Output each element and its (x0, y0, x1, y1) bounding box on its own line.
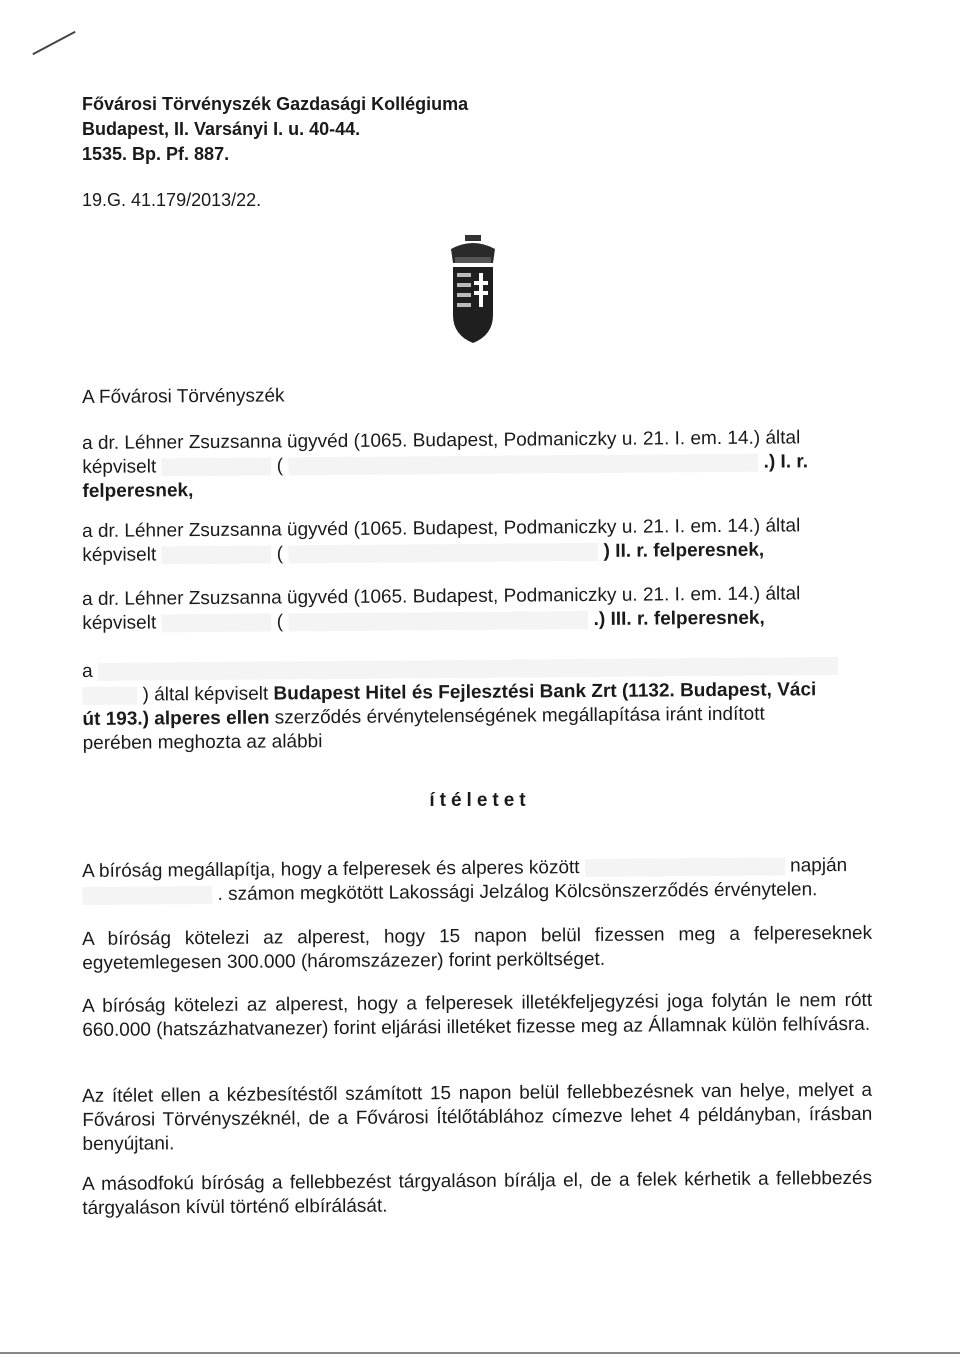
defendant-line4: perében meghozta az alábbi (82, 731, 323, 754)
plaintiff-2-open-paren: ( (276, 543, 284, 565)
plaintiff-3-open-paren: ( (276, 611, 284, 633)
redaction (288, 543, 598, 563)
redaction (161, 545, 271, 564)
redaction (288, 611, 588, 631)
redaction (288, 454, 758, 476)
ruling-1 (82, 854, 872, 908)
plaintiff-3-line1: a dr. Léhner Zsuzsanna ügyvéd (1065. Budapest, Podmaniczky u. 21. I. em. 14.) által (82, 583, 801, 610)
ruling-4: Az ítélet ellen a kézbesítéstől számított 15 napon belül fellebbezésnek van helye, melyet a Fővárosi Törvényszéknél, de a Fővárosi Ítélőtáblához címezve lehet 4 példányban, írásban benyújtani. (82, 1079, 873, 1155)
plaintiff-3-suffix: .) III. r. felperesnek, (593, 607, 765, 630)
plaintiff-2-prefix: képviselt (82, 544, 157, 566)
plaintiff-1-prefix: képviselt (82, 456, 157, 478)
defendant-represented: ) által képviselt (142, 683, 269, 706)
court-address: Budapest, II. Varsányi I. u. 40-44. (82, 119, 361, 139)
plaintiff-3 (82, 582, 872, 636)
redaction (161, 457, 271, 476)
redaction (82, 687, 137, 705)
plaintiff-1-line1: a dr. Léhner Zsuzsanna ügyvéd (1065. Budapest, Podmaniczky u. 21. I. em. 14.) által (82, 427, 801, 454)
defendant-prefix: a (82, 660, 93, 682)
defendant-bank: Budapest Hitel és Fejlesztési Bank Zrt (1132. Budapest, Váci (273, 679, 817, 705)
plaintiff-1-open-paren: ( (276, 455, 284, 477)
ruling-5: A másodfokú bíróság a fellebbezést tárgyaláson bírálja el, de a felek kérhetik a fellebbezés tárgyaláson kívül történő elbírálását. (82, 1167, 873, 1219)
redaction (585, 857, 785, 877)
scan-mark (32, 31, 75, 55)
ruling-2: A bíróság kötelezi az alperest, hogy 15 napon belül fizessen meg a felpereseknek egyetemlegesen 300.000 (háromszázezer) forint perköltséget. (82, 922, 873, 974)
plaintiff-2-suffix: ) II. r. felperesnek, (603, 539, 765, 562)
scan-edge-line (0, 1352, 960, 1354)
redaction (161, 613, 271, 632)
judgment-title: ítéletet (429, 790, 531, 811)
ruling-1-date-end: napján (790, 854, 848, 877)
court-intro: A Fővárosi Törvényszék (82, 385, 285, 408)
court-header (82, 92, 468, 167)
court-postal: 1535. Bp. Pf. 887. (82, 144, 230, 164)
defendant-subject: szerződés érvénytelenségének megállapítása iránt indított (274, 703, 765, 729)
redaction (98, 657, 838, 681)
plaintiff-1-line3: felperesnek, (82, 480, 194, 502)
plaintiff-2 (82, 514, 872, 568)
ruling-3: A bíróság kötelezi az alperest, hogy a felperesek illetékfeljegyzési joga folytán le nem rótt 660.000 (hatszázhatvanezer) forint eljárási illetéket fizesse meg az Államnak külön felhívásra. (82, 989, 873, 1041)
plaintiff-1 (82, 426, 873, 504)
court-name: Fővárosi Törvényszék Gazdasági Kollégiuma (82, 94, 469, 114)
plaintiff-1-suffix: .) I. r. (763, 451, 809, 473)
plaintiff-3-prefix: képviselt (82, 612, 157, 634)
ruling-1-text2: . számon megkötött Lakossági Jelzálog Kölcsönszerződés érvénytelen. (217, 879, 818, 905)
defendant (82, 654, 873, 756)
plaintiff-2-line1: a dr. Léhner Zsuzsanna ügyvéd (1065. Budapest, Podmaniczky u. 21. I. em. 14.) által (82, 515, 801, 542)
ruling-1-text: A bíróság megállapítja, hogy a felperesek és alperes között (82, 857, 580, 882)
defendant-address-end: út 193.) alperes ellen (82, 707, 270, 730)
case-number: 19.G. 41.179/2013/22. (82, 190, 262, 210)
redaction (82, 886, 212, 905)
coat-of-arms-icon (443, 235, 503, 345)
plaintiff-2-line2 (82, 538, 872, 568)
plaintiff-3-line2 (82, 606, 872, 636)
ruling-1-line2 (82, 878, 872, 908)
